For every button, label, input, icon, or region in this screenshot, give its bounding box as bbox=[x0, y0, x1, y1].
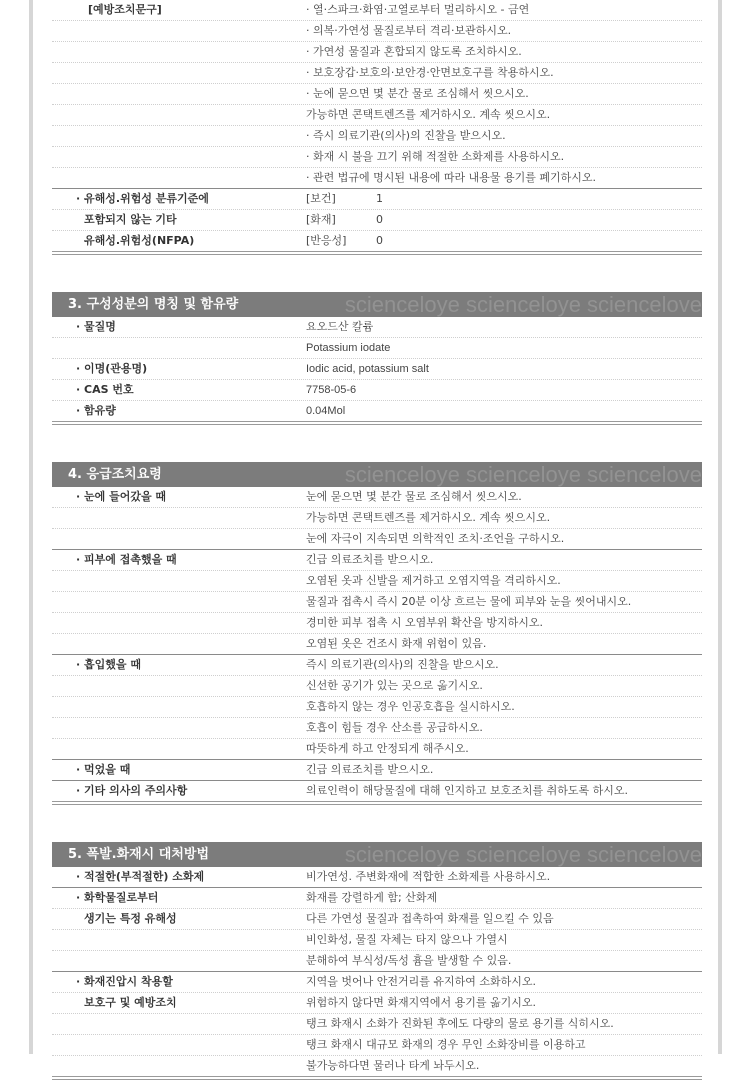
precaution-row bbox=[52, 147, 702, 168]
precaution-row bbox=[52, 84, 702, 105]
hazard-key: [화재] bbox=[306, 213, 336, 226]
table-row bbox=[52, 993, 702, 1014]
table-row bbox=[52, 380, 702, 401]
hazard-label: 유해성.위험성(NFPA) bbox=[84, 234, 195, 247]
msds-content bbox=[52, 0, 702, 1080]
section5-header bbox=[52, 842, 702, 867]
row-value: 호흡하지 않는 경우 인공호흡을 실시하시오. bbox=[306, 700, 515, 713]
row-label: · 눈에 들어갔을 때 bbox=[76, 490, 167, 503]
row-value: Potassium iodate bbox=[306, 342, 391, 354]
precaution-line: · 관련 법규에 명시된 내용에 따라 내용물 용기를 폐기하시오. bbox=[306, 171, 596, 184]
table-row bbox=[52, 550, 702, 571]
table-row bbox=[52, 613, 702, 634]
row-label: · 화재진압시 착용할 bbox=[76, 975, 173, 988]
hazard-row bbox=[52, 210, 702, 231]
section3-title: 3. 구성성분의 명칭 및 함유량 bbox=[68, 297, 239, 312]
row-value: 눈에 자극이 지속되면 의학적인 조치·조언을 구하시오. bbox=[306, 532, 565, 545]
precaution-row bbox=[52, 0, 702, 21]
precaution-row bbox=[52, 21, 702, 42]
table-row bbox=[52, 867, 702, 888]
row-label: 생기는 특정 유해성 bbox=[84, 912, 177, 925]
table-row bbox=[52, 508, 702, 529]
row-value: 탱크 화재시 소화가 진화된 후에도 다량의 물로 용기를 식히시오. bbox=[306, 1017, 614, 1030]
section5-title: 5. 폭발.화재시 대처방법 bbox=[68, 847, 209, 862]
row-value: 탱크 화재시 대규모 화재의 경우 무인 소화장비를 이용하고 bbox=[306, 1038, 586, 1051]
row-value: 의료인력이 해당물질에 대해 인지하고 보호조치를 취하도록 하시오. bbox=[306, 784, 629, 797]
table-row bbox=[52, 317, 702, 338]
section4-title: 4. 응급조치요령 bbox=[68, 467, 162, 482]
table-row bbox=[52, 1035, 702, 1056]
section3-table bbox=[52, 317, 702, 421]
row-label: · CAS 번호 bbox=[76, 383, 134, 396]
row-value: 눈에 묻으면 몇 분간 물로 조심해서 씻으시오. bbox=[306, 490, 522, 503]
precaution-line: · 화재 시 불을 끄기 위해 적절한 소화제를 사용하시오. bbox=[306, 150, 565, 163]
precaution-label: [예방조치문구] bbox=[88, 3, 162, 16]
page-frame-right bbox=[718, 0, 722, 1054]
table-row bbox=[52, 718, 702, 739]
page-frame-left bbox=[29, 0, 33, 1054]
row-label: 보호구 및 예방조치 bbox=[84, 996, 177, 1009]
table-row bbox=[52, 676, 702, 697]
table-row bbox=[52, 1056, 702, 1076]
hazard-value: 1 bbox=[376, 192, 383, 205]
table-row bbox=[52, 760, 702, 781]
watermark-text: scienceloye scienceloye sciencelove bbox=[344, 842, 702, 867]
row-value: 따뜻하게 하고 안정되게 해주시오. bbox=[306, 742, 469, 755]
table-row bbox=[52, 909, 702, 930]
table-row bbox=[52, 951, 702, 972]
row-value: 요오드산 칼륨 bbox=[306, 320, 374, 333]
section3-header bbox=[52, 292, 702, 317]
precaution-row bbox=[52, 105, 702, 126]
hazard-other-block bbox=[52, 188, 702, 251]
row-label: · 피부에 접촉했을 때 bbox=[76, 553, 177, 566]
row-value: 0.04Mol bbox=[306, 405, 346, 417]
row-value: 긴급 의료조치를 받으시오. bbox=[306, 763, 434, 776]
hazard-key: [반응성] bbox=[306, 234, 347, 247]
row-value: 긴급 의료조치를 받으시오. bbox=[306, 553, 434, 566]
hazard-label: 포함되지 않는 기타 bbox=[84, 213, 177, 226]
section5-table bbox=[52, 867, 702, 1076]
table-row bbox=[52, 571, 702, 592]
row-value: 가능하면 콘택트렌즈를 제거하시오. 계속 씻으시오. bbox=[306, 511, 551, 524]
hazard-label: · 유해성.위험성 분류기준에 bbox=[76, 192, 209, 205]
table-row bbox=[52, 972, 702, 993]
precaution-line: 가능하면 콘택트렌즈를 제거하시오. 계속 씻으시오. bbox=[306, 108, 551, 121]
row-label: · 물질명 bbox=[76, 320, 116, 333]
precaution-line: · 열·스파크·화염·고열로부터 멀리하시오 - 금연 bbox=[306, 3, 530, 16]
row-label: · 화학물질로부터 bbox=[76, 891, 159, 904]
row-value: 불가능하다면 물러나 타게 놔두시오. bbox=[306, 1059, 480, 1072]
row-value: 즉시 의료기관(의사)의 진찰을 받으시오. bbox=[306, 658, 499, 671]
watermark-text: scienceloye scienceloye sciencelove bbox=[344, 292, 702, 317]
table-row bbox=[52, 930, 702, 951]
row-value: 오염된 옷은 건조시 화재 위험이 있음. bbox=[306, 637, 487, 650]
row-label: · 이명(관용명) bbox=[76, 362, 148, 375]
row-label: · 흡입했을 때 bbox=[76, 658, 141, 671]
row-value: 오염된 옷과 신발을 제거하고 오염지역을 격리하시오. bbox=[306, 574, 561, 587]
row-value: 다른 가연성 물질과 접촉하여 화재를 일으킬 수 있음 bbox=[306, 912, 554, 925]
row-value: 7758-05-6 bbox=[306, 384, 357, 396]
section4-header bbox=[52, 462, 702, 487]
table-row bbox=[52, 781, 702, 801]
table-row bbox=[52, 359, 702, 380]
row-value: 물질과 접촉시 즉시 20분 이상 흐르는 물에 피부와 눈을 씻어내시오. bbox=[306, 595, 632, 608]
table-row bbox=[52, 655, 702, 676]
precaution-line: · 눈에 묻으면 몇 분간 물로 조심해서 씻으시오. bbox=[306, 87, 529, 100]
row-label: · 먹었을 때 bbox=[76, 763, 131, 776]
row-value: 경미한 피부 접촉 시 오염부위 확산을 방지하시오. bbox=[306, 616, 543, 629]
precaution-row bbox=[52, 168, 702, 188]
hazard-value: 0 bbox=[376, 213, 383, 226]
row-label: · 함유량 bbox=[76, 404, 116, 417]
row-value: 호흡이 힘들 경우 산소를 공급하시오. bbox=[306, 721, 483, 734]
table-row bbox=[52, 739, 702, 760]
table-row bbox=[52, 1014, 702, 1035]
row-value: 신선한 공기가 있는 곳으로 옮기시오. bbox=[306, 679, 483, 692]
precaution-row bbox=[52, 42, 702, 63]
precaution-line: · 의복·가연성 물질로부터 격리·보관하시오. bbox=[306, 24, 512, 37]
table-row bbox=[52, 697, 702, 718]
table-row bbox=[52, 401, 702, 421]
table-row bbox=[52, 529, 702, 550]
row-value: 비인화성, 물질 자체는 타지 않으나 가열시 bbox=[306, 933, 508, 946]
row-value: 분해하여 부식성/독성 흄을 발생할 수 있음. bbox=[306, 954, 512, 967]
section-end-line bbox=[52, 1076, 702, 1080]
row-value: Iodic acid, potassium salt bbox=[306, 363, 429, 375]
hazard-key: [보건] bbox=[306, 192, 336, 205]
table-row bbox=[52, 592, 702, 613]
precaution-row bbox=[52, 126, 702, 147]
table-row bbox=[52, 487, 702, 508]
row-value: 화재를 강렬하게 함; 산화제 bbox=[306, 891, 438, 904]
row-value: 위험하지 않다면 화재지역에서 용기를 옮기시오. bbox=[306, 996, 537, 1009]
row-label: · 기타 의사의 주의사항 bbox=[76, 784, 188, 797]
watermark-text: scienceloye scienceloye sciencelove bbox=[344, 462, 702, 487]
table-row bbox=[52, 634, 702, 655]
table-row bbox=[52, 888, 702, 909]
precaution-line: · 보호장갑·보호의·보안경·안면보호구를 착용하시오. bbox=[306, 66, 554, 79]
precaution-row bbox=[52, 63, 702, 84]
precaution-line: · 즉시 의료기관(의사)의 진찰을 받으시오. bbox=[306, 129, 506, 142]
section4-table bbox=[52, 487, 702, 801]
precaution-block bbox=[52, 0, 702, 188]
hazard-value: 0 bbox=[376, 234, 383, 247]
row-value: 지역을 벗어나 안전거리를 유지하여 소화하시오. bbox=[306, 975, 537, 988]
table-row bbox=[52, 338, 702, 359]
hazard-row bbox=[52, 231, 702, 251]
precaution-line: · 가연성 물질과 혼합되지 않도록 조치하시오. bbox=[306, 45, 522, 58]
row-value: 비가연성. 주변화재에 적합한 소화제를 사용하시오. bbox=[306, 870, 551, 883]
row-label: · 적절한(부적절한) 소화제 bbox=[76, 870, 205, 883]
hazard-row bbox=[52, 189, 702, 210]
